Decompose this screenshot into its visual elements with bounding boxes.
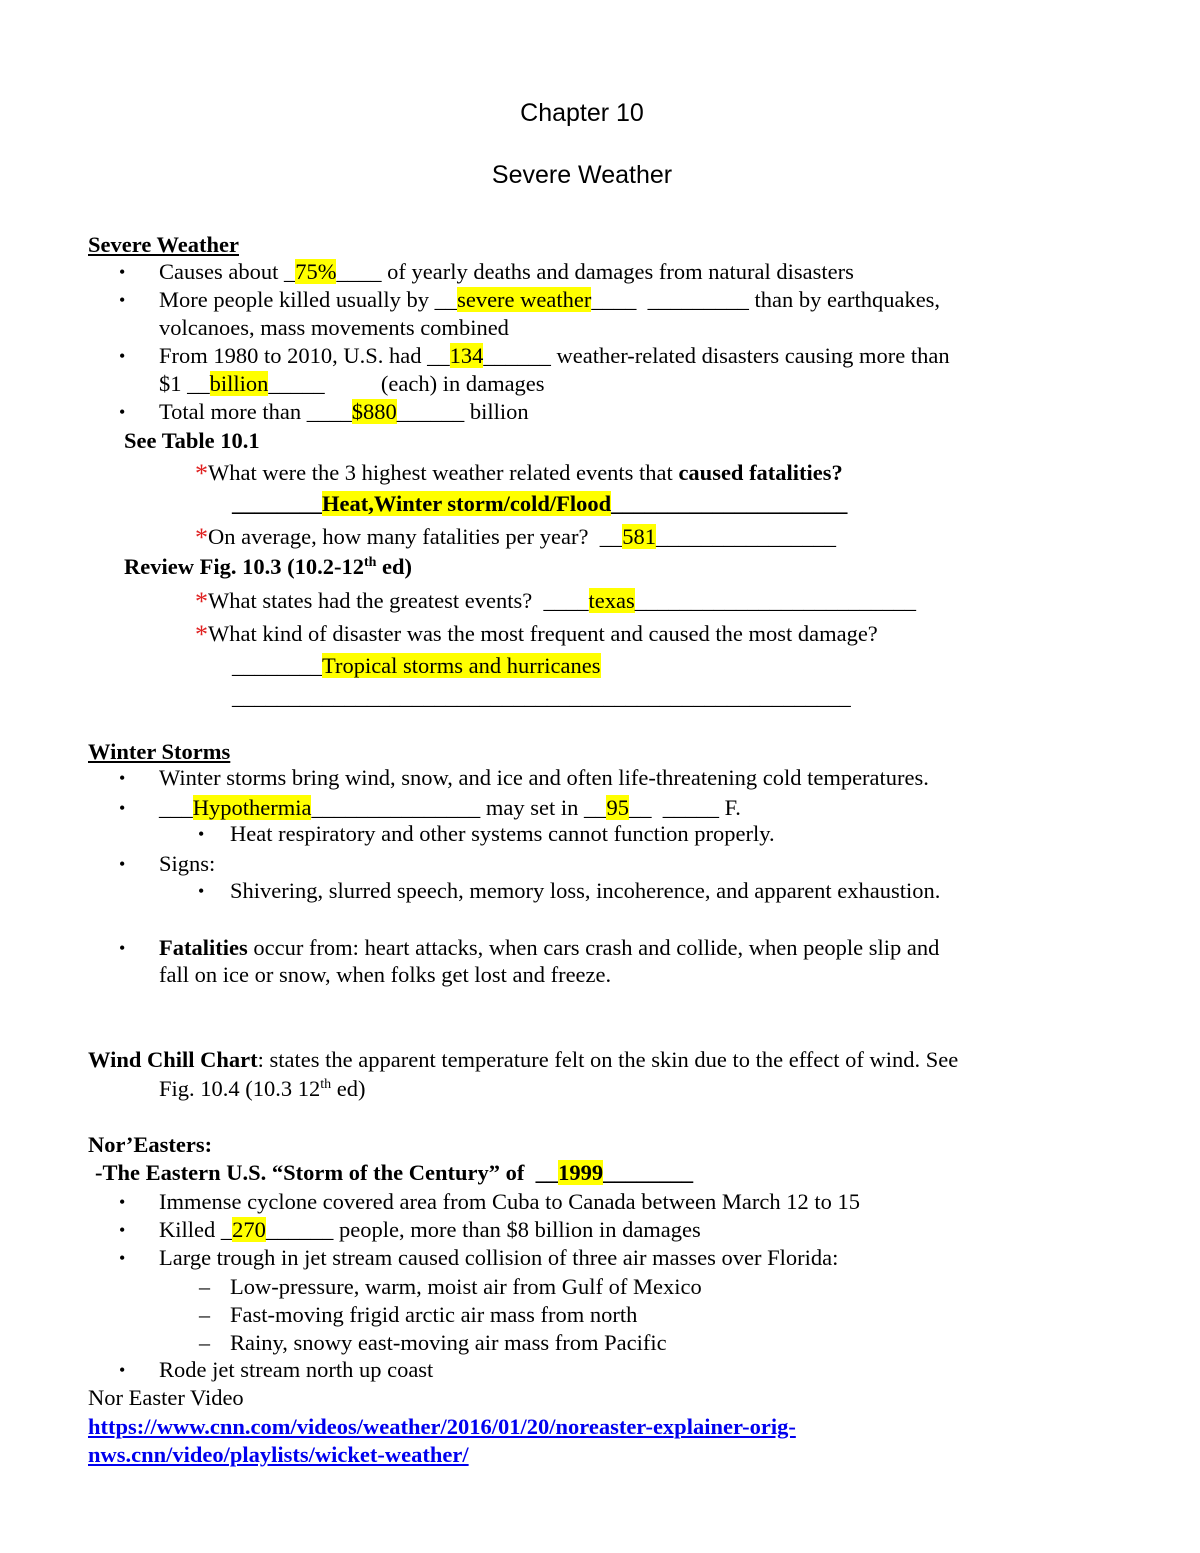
question: *What were the 3 highest weather related events that caused fatalities? [195,459,843,488]
sub-list-item: Rainy, snowy east-moving air mass from Pacific [230,1330,667,1355]
answer-highlight: $880 [351,399,397,424]
asterisk-icon: * [195,587,208,616]
bullet: • [198,881,205,901]
list-item: Total more than ____$880______ billion [159,399,529,424]
bullet: • [119,1192,126,1212]
list-item: Fatalities occur from: heart attacks, when cars crash and collide, when people slip and [159,935,940,960]
list-item: From 1980 to 2010, U.S. had __134______ weather-related disasters causing more than [159,343,950,368]
video-label: Nor Easter Video [88,1385,244,1410]
page-subtitle: Severe Weather [491,161,673,189]
bullet: • [119,262,126,282]
answer-highlight: 581 [622,524,656,549]
bullet: • [198,824,205,844]
answer-highlight: Hypothermia [192,795,312,820]
noreasters-subheading: -The Eastern U.S. “Storm of the Century” of __1999________ [95,1160,694,1185]
answer-highlight: Heat,Winter storm/cold/Flood [322,491,612,516]
list-item-continuation: volcanoes, mass movements combined [159,315,509,340]
video-link-line-2[interactable]: nws.cnn/video/playlists/wicket-weather/ [88,1442,469,1467]
asterisk-icon: * [195,523,208,552]
bullet: • [119,854,126,874]
list-item: Immense cyclone covered area from Cuba to Canada between March 12 to 15 [159,1189,860,1214]
bullet: • [119,1360,126,1380]
question: *What kind of disaster was the most frequent and caused the most damage? [195,620,878,649]
bullet: • [119,346,126,366]
sub-list-item: Fast-moving frigid arctic air mass from north [230,1302,638,1327]
wind-chill-continuation: Fig. 10.4 (10.3 12th ed) [159,1076,366,1101]
sub-list-item: Shivering, slurred speech, memory loss, incoherence, and apparent exhaustion. [230,878,941,903]
list-item: Rode jet stream north up coast [159,1357,434,1382]
blank-line: _______________________________________________________ [232,684,851,709]
bullet: • [119,798,126,818]
list-item: Winter storms bring wind, snow, and ice and often life-threatening cold temperatures. [159,765,929,790]
video-link-continuation[interactable] [88,1442,469,1468]
answer-highlight: 270 [232,1217,266,1242]
answer-highlight: 1999 [558,1160,604,1185]
section-heading-winter-storms: Winter Storms [88,739,231,764]
question: *On average, how many fatalities per year? __581________________ [195,523,836,552]
answer-highlight: Tropical storms and hurricanes [322,653,601,678]
asterisk-icon: * [195,620,208,649]
asterisk-icon: * [195,459,208,488]
list-item-continuation: $1 __billion_____ (each) in damages [159,371,545,396]
answer-highlight: severe weather [457,287,592,312]
answer-highlight: 75% [295,259,337,284]
question: *What states had the greatest events? ____texas_________________________ [195,587,916,616]
list-item: Large trough in jet stream caused collision of three air masses over Florida: [159,1245,839,1270]
bullet: • [119,1220,126,1240]
review-label: Review Fig. 10.3 (10.2-12th ed) [124,554,413,579]
answer-line: ________Tropical storms and hurricanes [232,653,601,678]
section-heading-noreasters: Nor’Easters: [88,1132,213,1157]
list-item: ___Hypothermia_______________ may set in __95__ _____ F. [159,795,741,820]
video-link-line-1[interactable]: https://www.cnn.com/videos/weather/2016/01/20/noreaster-explainer-orig- [88,1414,796,1439]
list-item: Signs: [159,851,216,876]
dash-marker: – [199,1274,210,1299]
list-item: More people killed usually by __severe weather____ _________ than by earthquakes, [159,287,941,312]
list-item: Killed _270______ people, more than $8 billion in damages [159,1217,701,1242]
bullet: • [119,768,126,788]
answer-line: ________Heat,Winter storm/cold/Flood_____________________ [232,491,848,516]
bullet: • [119,938,126,958]
sub-list-item: Low-pressure, warm, moist air from Gulf of Mexico [230,1274,702,1299]
page-title: Chapter 10 [520,99,644,127]
video-link[interactable] [88,1414,796,1440]
answer-highlight: billion [209,371,269,396]
sub-list-item: Heat respiratory and other systems cannot function properly. [230,821,775,846]
bullet: • [119,290,126,310]
dash-marker: – [199,1330,210,1355]
bullet: • [119,402,126,422]
list-item-continuation: fall on ice or snow, when folks get lost and freeze. [159,962,612,987]
wind-chill-paragraph: Wind Chill Chart: states the apparent temperature felt on the skin due to the effect of wind. See [88,1047,959,1072]
bullet: • [119,1248,126,1268]
list-item: Causes about _75%____ of yearly deaths and damages from natural disasters [159,259,854,284]
answer-highlight: texas [588,588,635,613]
dash-marker: – [199,1302,210,1327]
see-table-label: See Table 10.1 [124,428,260,453]
answer-highlight: 95 [606,795,629,820]
answer-highlight: 134 [449,343,484,368]
section-heading-severe-weather: Severe Weather [88,232,239,257]
